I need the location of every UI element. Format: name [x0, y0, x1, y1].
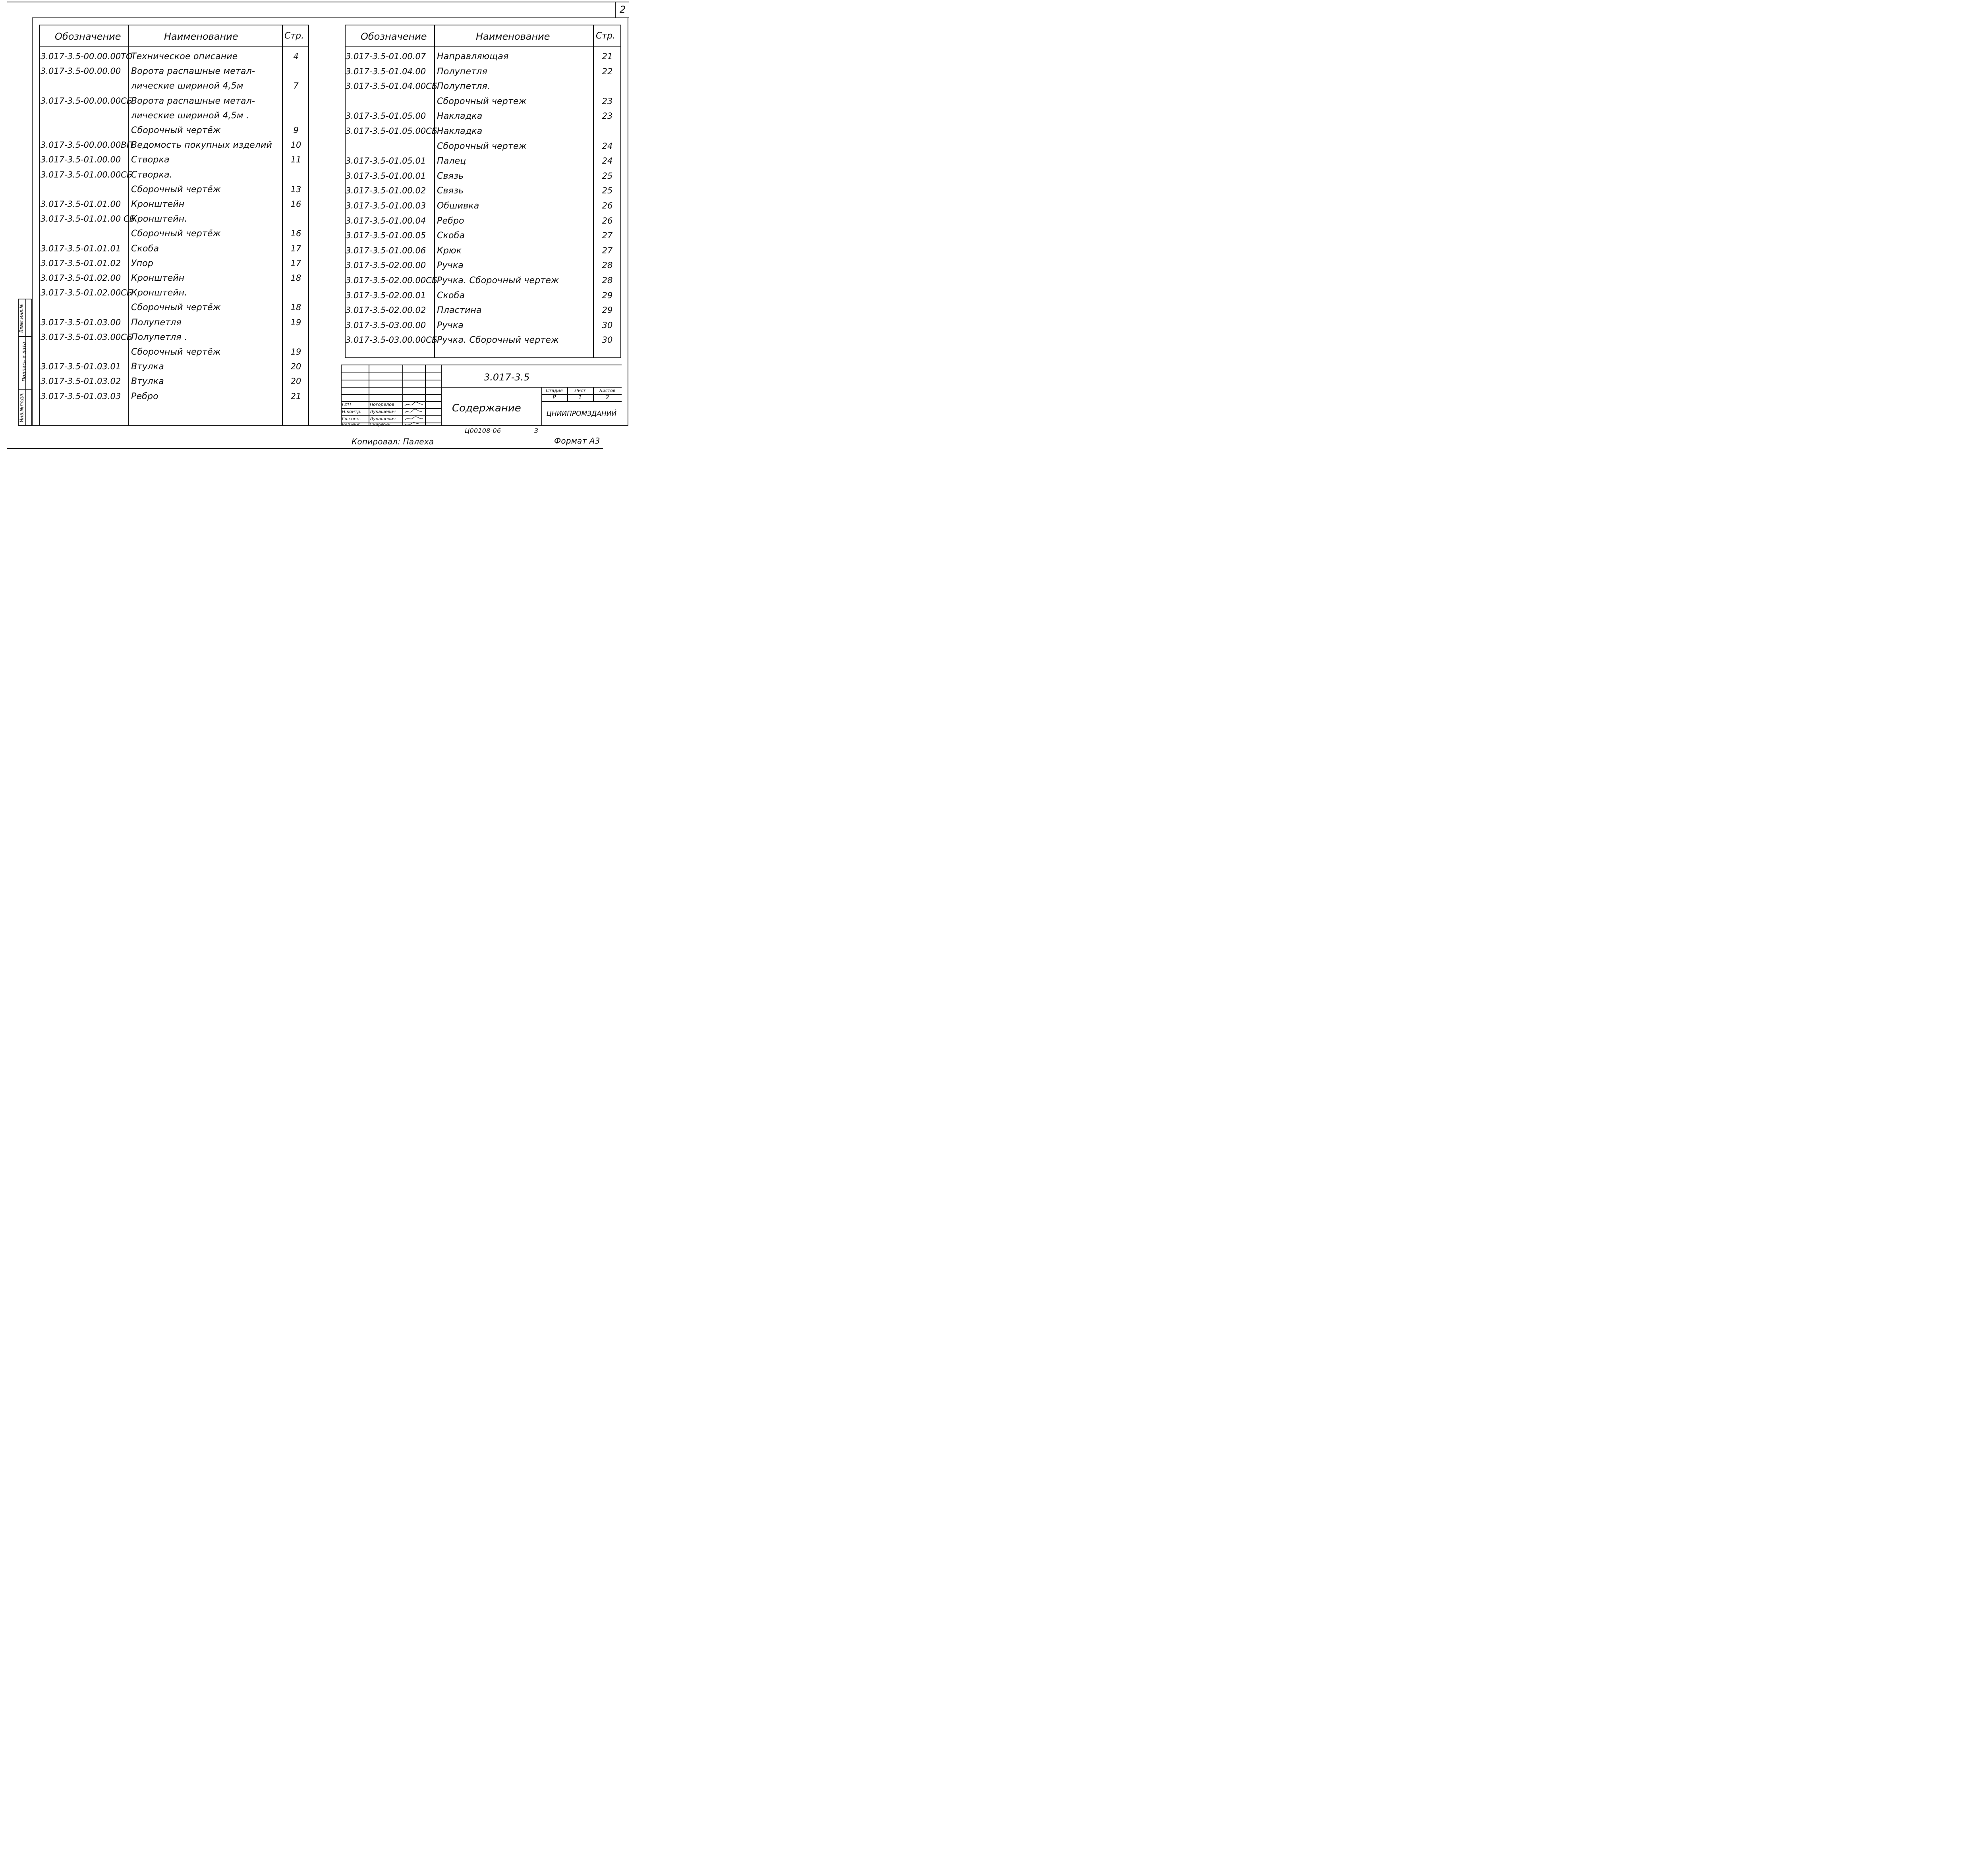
sheet-number-box-left [615, 2, 616, 17]
left-row-page: 20 [290, 362, 301, 372]
stamp-stage: Р [553, 394, 556, 401]
right-row-code: 3.017-3.5-03.00.00 [346, 320, 426, 330]
left-row-code: 3.017-3.5-01.02.00СБ [41, 288, 133, 298]
left-row-page: 9 [293, 125, 299, 135]
stamp-sheets: 2 [605, 394, 609, 401]
left-row-code: 3.017-3.5-01.01.02 [41, 258, 121, 268]
side-label-sign-date: Подпись и дата [21, 342, 27, 382]
format-label: Формат А3 [554, 436, 600, 446]
left-header-name: Наименование [164, 31, 238, 42]
left-row-code: 3.017-3.5-01.01.01 [41, 243, 121, 253]
left-row-name: Ведомость покупных изделий [131, 140, 272, 151]
right-row-page: 21 [602, 52, 613, 61]
stamp-role-gip: ГИП [342, 402, 351, 407]
left-row-page: 17 [290, 258, 301, 268]
left-row-code: 3.017-3.5-01.03.00СБ [41, 332, 133, 342]
left-row-name: Кронштейн [131, 199, 185, 209]
left-row-name: Сборочный чертёж [131, 184, 221, 195]
right-row-code: 3.017-3.5-01.00.05 [346, 231, 426, 241]
right-row-name: Сборочный чертеж [437, 96, 527, 106]
left-row-code: 3.017-3.5-01.03.03 [41, 391, 121, 401]
stamp-role-vedinzh: Вед.инж. [342, 423, 361, 427]
left-row-page: 13 [290, 184, 301, 194]
stamp-organization: ЦНИИПРОМЗДАНИЙ [546, 410, 617, 418]
stamp-sheet: 1 [578, 394, 582, 401]
right-row-code: 3.017-3.5-02.00.00 [346, 261, 426, 270]
left-row-name: Скоба [131, 243, 159, 254]
stamp-name-nkontr: Лукашевич [370, 409, 396, 414]
left-row-name: Створка [131, 155, 170, 165]
right-row-code: 3.017-3.5-02.00.00СБ [346, 276, 438, 285]
side-label-inv-orig: Инв.№подл. [19, 392, 25, 423]
left-table [39, 25, 309, 426]
right-table-header-rule [345, 46, 621, 47]
right-row-name: Обшивка [437, 201, 479, 211]
left-row-page: 20 [290, 376, 301, 386]
right-row-page: 28 [602, 276, 613, 285]
right-header-page: Стр. [596, 31, 616, 41]
bottom-border-line [7, 448, 603, 449]
title-block [341, 365, 622, 426]
left-row-page: 11 [290, 155, 301, 165]
side-strip [18, 299, 32, 426]
right-row-page: 27 [602, 231, 613, 241]
right-row-page: 29 [602, 290, 613, 300]
sheet-number: 2 [620, 4, 626, 15]
right-row-page: 24 [602, 141, 613, 151]
side-label-replace-inv: Взам.инв.№ [18, 303, 24, 333]
right-row-name: Ручка. Сборочный чертеж [437, 276, 559, 286]
right-row-name: Пластина [437, 305, 482, 316]
left-row-name: Сборочный чертёж [131, 303, 221, 313]
left-row-name: Техническое описание [131, 52, 238, 62]
stamp-name-vedinzh: Смирягин [370, 423, 390, 427]
left-header-designation: Обозначение [55, 31, 121, 42]
right-row-code: 3.017-3.5-01.00.03 [346, 201, 426, 210]
left-row-page: 16 [290, 229, 301, 239]
left-row-page: 19 [290, 317, 301, 327]
right-row-page: 23 [602, 96, 613, 106]
left-row-name: Створка. [131, 170, 172, 180]
left-row-code: 3.017-3.5-01.03.02 [41, 376, 121, 386]
right-row-page: 25 [602, 186, 613, 196]
left-row-code: 3.017-3.5-00.00.00ВП [41, 140, 133, 150]
stamp-name-glspec: Лукашевич [370, 416, 396, 421]
right-row-page: 27 [602, 245, 613, 255]
right-row-page: 29 [602, 305, 613, 315]
right-row-code: 3.017-3.5-01.00.07 [346, 52, 426, 61]
left-row-code: 3.017-3.5-01.01.00 СБ [41, 214, 135, 224]
left-row-name: лические шириной 4,5м . [131, 110, 249, 121]
right-row-page: 28 [602, 261, 613, 270]
right-row-code: 3.017-3.5-03.00.00СБ [346, 335, 438, 345]
stamp-sheet-label: Лист [574, 388, 586, 393]
right-row-page: 22 [602, 66, 613, 76]
left-row-page: 16 [290, 199, 301, 209]
right-row-name: Ручка. Сборочный чертеж [437, 335, 559, 345]
left-row-page: 18 [290, 273, 301, 283]
stamp-role-nkontr: Н.контр. [342, 409, 362, 414]
left-row-page: 10 [290, 140, 301, 150]
left-row-page: 17 [290, 243, 301, 253]
left-row-name: Сборочный чертёж [131, 229, 221, 239]
left-row-name: Ребро [131, 391, 158, 401]
right-row-code: 3.017-3.5-01.00.04 [346, 216, 426, 226]
right-row-name: Связь [437, 186, 464, 196]
stamp-document-code: 3.017-3.5 [484, 372, 530, 383]
archive-sheet: 3 [534, 427, 539, 434]
right-row-name: Палец [437, 156, 466, 166]
right-row-page: 25 [602, 171, 613, 181]
left-row-code: 3.017-3.5-00.00.00 [41, 66, 121, 76]
stamp-title: Содержание [452, 402, 521, 414]
left-row-code: 3.017-3.5-01.00.00 [41, 155, 121, 165]
right-row-page: 26 [602, 216, 613, 226]
signature-strokes [403, 401, 435, 426]
left-header-page: Стр. [284, 31, 304, 41]
left-row-code: 3.017-3.5-01.00.00СБ [41, 170, 133, 179]
right-row-code: 3.017-3.5-02.00.01 [346, 290, 426, 300]
left-row-code: 3.017-3.5-01.01.00 [41, 199, 121, 209]
right-row-code: 3.017-3.5-01.05.00 [346, 111, 426, 121]
right-row-code: 3.017-3.5-02.00.02 [346, 305, 426, 315]
left-row-name: Полупетля . [131, 332, 187, 342]
right-row-code: 3.017-3.5-01.00.02 [346, 186, 426, 196]
left-row-name: Полупетля [131, 317, 182, 328]
right-row-name: Скоба [437, 231, 465, 241]
right-row-name: Накладка [437, 111, 483, 122]
right-header-designation: Обозначение [361, 31, 427, 42]
right-row-code: 3.017-3.5-01.05.00СБ [346, 126, 438, 136]
right-row-name: Полупетля [437, 66, 487, 77]
right-row-name: Ручка [437, 320, 464, 330]
right-row-code: 3.017-3.5-01.00.01 [346, 171, 426, 181]
right-row-page: 24 [602, 156, 613, 166]
stamp-role-glspec: Гл.спец. [342, 416, 361, 421]
right-row-page: 30 [602, 335, 613, 345]
left-row-code: 3.017-3.5-00.00.00ТО [41, 52, 133, 61]
left-row-name: Ворота распашные метал- [131, 96, 255, 106]
right-row-code: 3.017-3.5-01.00.06 [346, 245, 426, 255]
stamp-sheets-label: Листов [599, 388, 616, 393]
left-row-code: 3.017-3.5-01.03.01 [41, 362, 121, 372]
left-row-page: 7 [293, 81, 299, 91]
left-row-name: Кронштейн. [131, 288, 187, 298]
right-row-name: Скоба [437, 290, 465, 301]
left-row-code: 3.017-3.5-01.03.00 [41, 317, 121, 327]
left-row-name: Втулка [131, 376, 164, 387]
right-row-page: 30 [602, 320, 613, 330]
right-row-name: Полупетля. [437, 81, 491, 92]
right-row-name: Связь [437, 171, 464, 181]
right-row-name: Накладка [437, 126, 483, 136]
left-row-page: 18 [290, 303, 301, 313]
left-row-name: Сборочный чертёж [131, 347, 221, 357]
stamp-stage-label: Стадия [546, 388, 563, 393]
right-table [345, 25, 621, 358]
right-row-code: 3.017-3.5-01.04.00 [346, 66, 426, 76]
left-row-name: Упор [131, 258, 154, 268]
left-row-name: Сборочный чертёж [131, 125, 221, 135]
left-row-page: 19 [290, 347, 301, 357]
right-row-name: Направляющая [437, 52, 509, 62]
right-row-name: Крюк [437, 245, 462, 256]
left-table-header-rule [39, 46, 309, 47]
left-row-code: 3.017-3.5-00.00.00СБ [41, 96, 133, 106]
left-row-page: 21 [290, 391, 301, 401]
left-row-name: Ворота распашные метал- [131, 66, 255, 77]
left-row-name: Втулка [131, 362, 164, 372]
right-row-code: 3.017-3.5-01.04.00СБ [346, 81, 438, 91]
left-row-page: 4 [293, 52, 299, 61]
left-row-name: Кронштейн [131, 273, 185, 283]
right-header-name: Наименование [476, 31, 550, 42]
archive-number: Ц00108-06 [465, 427, 501, 434]
right-row-page: 26 [602, 201, 613, 210]
right-row-name: Сборочный чертеж [437, 141, 527, 151]
right-row-name: Ребро [437, 216, 464, 226]
left-row-name: лические шириной 4,5м [131, 81, 243, 91]
copied-by: Копировал: Палеха [352, 437, 434, 446]
left-row-code: 3.017-3.5-01.02.00 [41, 273, 121, 283]
right-row-name: Ручка [437, 261, 464, 271]
left-row-name: Кронштейн. [131, 214, 187, 224]
right-row-page: 23 [602, 111, 613, 121]
right-row-code: 3.017-3.5-01.05.01 [346, 156, 426, 166]
stamp-name-gip: Погорелов [370, 402, 394, 407]
